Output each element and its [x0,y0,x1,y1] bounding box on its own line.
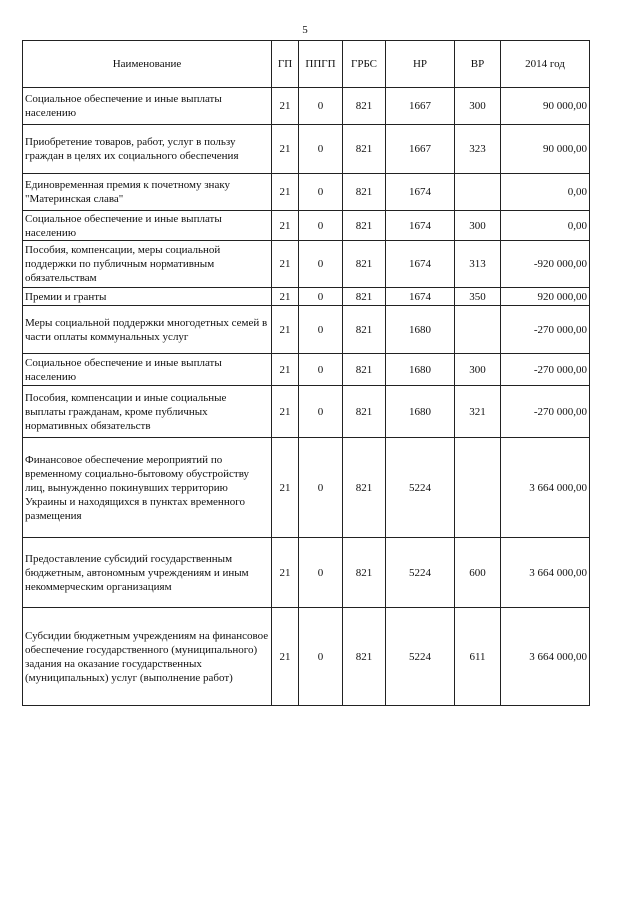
row-ppgp: 0 [299,288,343,306]
row-gp: 21 [272,538,299,608]
row-amount: 920 000,00 [501,288,590,306]
row-vr: 300 [455,88,501,125]
row-amount: 3 664 000,00 [501,538,590,608]
row-name: Социальное обеспечение и иные выплаты населению [23,354,272,386]
row-grbs: 821 [343,174,386,211]
table-row [23,211,590,241]
row-nr: 1680 [386,354,455,386]
row-amount: 90 000,00 [501,88,590,125]
row-nr: 1674 [386,241,455,288]
row-name: Пособия, компенсации, меры социальной поддержки по публичным нормативным обязательствам [23,241,272,288]
row-name: Финансовое обеспечение мероприятий по временному социально-бытовому обустройству лиц, вынужденно покинувших территорию Украины и находящихся в пунктах временного размещения [23,438,272,538]
row-vr [455,438,501,538]
table-row [23,538,590,608]
row-name: Субсидии бюджетным учреждениям на финансовое обеспечение государственного (муниципального) задания на оказание государственных (муниципальных) услуг (выполнение работ) [23,608,272,706]
row-grbs: 821 [343,211,386,241]
row-ppgp: 0 [299,354,343,386]
row-nr: 1680 [386,306,455,354]
table-row [23,438,590,538]
row-gp: 21 [272,354,299,386]
row-ppgp: 0 [299,438,343,538]
row-vr [455,174,501,211]
row-amount: -920 000,00 [501,241,590,288]
row-gp: 21 [272,241,299,288]
table-row [23,125,590,174]
row-gp: 21 [272,438,299,538]
row-amount: 0,00 [501,211,590,241]
row-amount: 3 664 000,00 [501,608,590,706]
row-grbs: 821 [343,88,386,125]
row-name: Пособия, компенсации и иные социальные выплаты гражданам, кроме публичных нормативных обязательств [23,386,272,438]
row-grbs: 821 [343,306,386,354]
row-amount: -270 000,00 [501,386,590,438]
row-vr: 323 [455,125,501,174]
row-vr: 300 [455,354,501,386]
row-name: Единовременная премия к почетному знаку "Материнская слава" [23,174,272,211]
row-nr: 5224 [386,608,455,706]
row-ppgp: 0 [299,125,343,174]
row-vr: 313 [455,241,501,288]
row-vr: 321 [455,386,501,438]
row-nr: 1667 [386,125,455,174]
column-header-name: Наименование [23,41,272,88]
table-row [23,174,590,211]
row-gp: 21 [272,125,299,174]
table-row [23,288,590,306]
column-header-gp: ГП [272,41,299,88]
row-nr: 1674 [386,288,455,306]
row-ppgp: 0 [299,538,343,608]
row-amount: 90 000,00 [501,125,590,174]
row-name: Приобретение товаров, работ, услуг в пользу граждан в целях их социального обеспечения [23,125,272,174]
row-nr: 1667 [386,88,455,125]
row-gp: 21 [272,211,299,241]
row-vr: 350 [455,288,501,306]
table-row [23,88,590,125]
row-name: Социальное обеспечение и иные выплаты населению [23,88,272,125]
table-row [23,354,590,386]
row-gp: 21 [272,174,299,211]
row-vr: 611 [455,608,501,706]
row-grbs: 821 [343,386,386,438]
row-ppgp: 0 [299,241,343,288]
row-grbs: 821 [343,125,386,174]
row-vr: 300 [455,211,501,241]
budget-table [22,40,590,706]
row-ppgp: 0 [299,88,343,125]
row-amount: -270 000,00 [501,306,590,354]
row-vr: 600 [455,538,501,608]
row-vr [455,306,501,354]
column-header-ppgp: ППГП [299,41,343,88]
row-name: Премии и гранты [23,288,272,306]
row-nr: 1674 [386,174,455,211]
row-name: Социальное обеспечение и иные выплаты населению [23,211,272,241]
row-nr: 5224 [386,438,455,538]
table-row [23,608,590,706]
column-header-nr: НР [386,41,455,88]
column-header-year: 2014 год [501,41,590,88]
row-grbs: 821 [343,354,386,386]
row-nr: 1680 [386,386,455,438]
row-grbs: 821 [343,288,386,306]
row-gp: 21 [272,306,299,354]
row-ppgp: 0 [299,174,343,211]
table-row [23,306,590,354]
row-ppgp: 0 [299,608,343,706]
row-nr: 1674 [386,211,455,241]
row-ppgp: 0 [299,386,343,438]
table-row [23,386,590,438]
row-gp: 21 [272,288,299,306]
row-name: Меры социальной поддержки многодетных семей в части оплаты коммунальных услуг [23,306,272,354]
column-header-grbs: ГРБС [343,41,386,88]
row-gp: 21 [272,608,299,706]
row-grbs: 821 [343,538,386,608]
row-amount: 0,00 [501,174,590,211]
row-grbs: 821 [343,608,386,706]
row-name: Предоставление субсидий государственным бюджетным, автономным учреждениям и иным некоммерческим организациям [23,538,272,608]
page-number: 5 [302,24,308,36]
row-grbs: 821 [343,438,386,538]
row-ppgp: 0 [299,211,343,241]
row-nr: 5224 [386,538,455,608]
row-ppgp: 0 [299,306,343,354]
row-amount: -270 000,00 [501,354,590,386]
column-header-vr: ВР [455,41,501,88]
row-amount: 3 664 000,00 [501,438,590,538]
table-row [23,241,590,288]
table-header-row [23,41,590,88]
row-gp: 21 [272,386,299,438]
row-gp: 21 [272,88,299,125]
row-grbs: 821 [343,241,386,288]
